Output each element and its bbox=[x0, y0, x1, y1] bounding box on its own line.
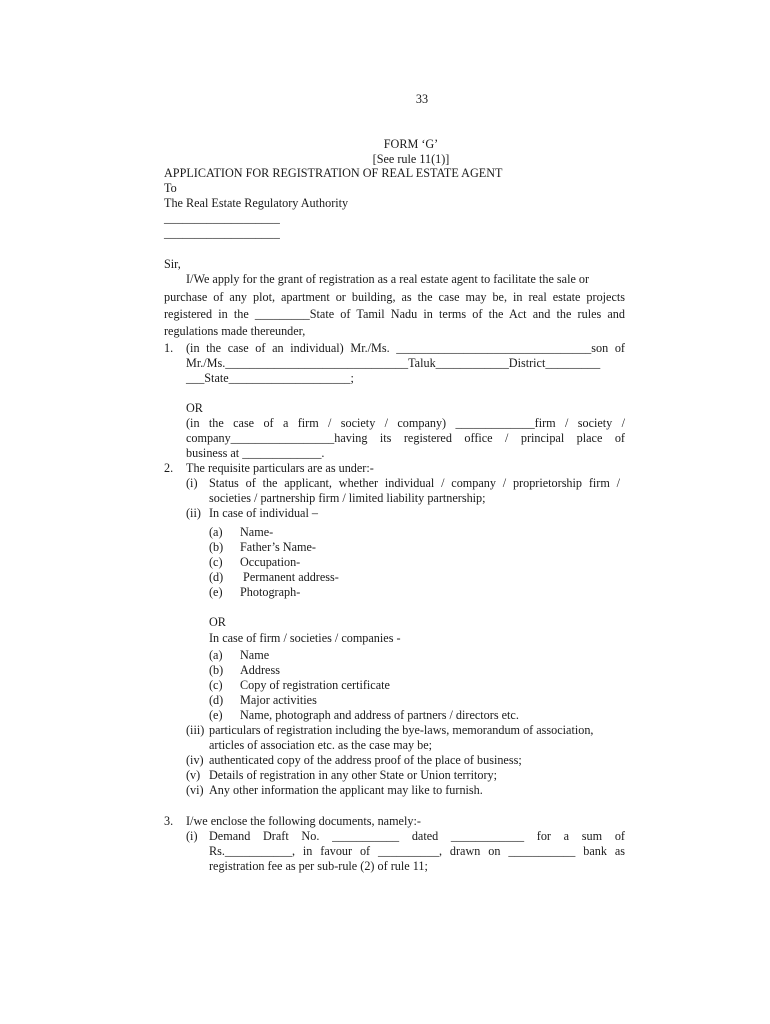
subitem-line: particulars of registration including the bye-laws, memorandum of association, bbox=[209, 723, 594, 737]
subitem-line: registration fee as per sub-rule (2) of rule 11; bbox=[209, 859, 428, 873]
list-item: Name bbox=[240, 648, 270, 662]
form-heading: APPLICATION FOR REGISTRATION OF REAL ESTATE AGENT bbox=[164, 166, 503, 180]
firm-title: In case of firm / societies / companies - bbox=[209, 631, 401, 645]
list-item: Father’s Name- bbox=[240, 540, 316, 554]
or-separator: OR bbox=[209, 615, 226, 629]
intro-line: registered in the _________State of Tamil Nadu in terms of the Act and the rules and bbox=[164, 307, 625, 321]
list-item: Permanent address- bbox=[240, 570, 339, 584]
list-item: Major activities bbox=[240, 693, 317, 707]
subitem-line: societies / partnership firm / limited liability partnership; bbox=[209, 491, 486, 505]
item1-line: (in the case of an individual) Mr./Ms. ________________________________son of bbox=[186, 341, 625, 355]
item1-line: business at _____________. bbox=[186, 446, 325, 460]
address-blank-line: ___________________ bbox=[164, 226, 280, 240]
list-label: (b) bbox=[209, 663, 224, 677]
item-number: 2. bbox=[164, 461, 174, 475]
item1-line: Mr./Ms.______________________________Taluk____________District_________ bbox=[186, 356, 601, 370]
item-number: 1. bbox=[164, 341, 174, 355]
intro-line: purchase of any plot, apartment or building, as the case may be, in real estate projects bbox=[164, 290, 625, 304]
to-label: To bbox=[164, 181, 177, 195]
subitem-line: Demand Draft No. ___________ dated ____________ for a sum of bbox=[209, 829, 625, 843]
subitem-line: In case of individual – bbox=[209, 506, 318, 520]
item-number: 3. bbox=[164, 814, 174, 828]
list-label: (a) bbox=[209, 648, 223, 662]
subitem-number: (i) bbox=[186, 476, 198, 490]
list-item: Name- bbox=[240, 525, 274, 539]
item1-line: company_________________having its registered office / principal place of bbox=[186, 431, 625, 445]
item1-line: ___State____________________; bbox=[186, 371, 354, 385]
intro-line: I/We apply for the grant of registration as a real estate agent to facilitate the sale or bbox=[186, 272, 590, 286]
list-item: Name, photograph and address of partners / directors etc. bbox=[240, 708, 519, 722]
list-label: (e) bbox=[209, 708, 223, 722]
list-item: Occupation- bbox=[240, 555, 301, 569]
page-number: 33 bbox=[415, 92, 429, 106]
subitem-number: (v) bbox=[186, 768, 201, 782]
list-label: (c) bbox=[209, 555, 223, 569]
addressee: The Real Estate Regulatory Authority bbox=[164, 196, 349, 210]
subitem-line: authenticated copy of the address proof of the place of business; bbox=[209, 753, 522, 767]
item1-line: (in the case of a firm / society / company) _____________firm / society / bbox=[186, 416, 625, 430]
subitem-number: (iv) bbox=[186, 753, 204, 767]
subitem-line: Rs.___________, in favour of __________, drawn on ___________ bank as bbox=[209, 844, 625, 858]
subitem-number: (i) bbox=[186, 829, 198, 843]
item3-title: I/we enclose the following documents, namely:- bbox=[186, 814, 421, 828]
list-label: (c) bbox=[209, 678, 223, 692]
item2-title: The requisite particulars are as under:- bbox=[186, 461, 374, 475]
list-label: (d) bbox=[209, 693, 224, 707]
intro-line: regulations made thereunder, bbox=[164, 324, 306, 338]
list-label: (b) bbox=[209, 540, 224, 554]
subitem-line: Status of the applicant, whether individual / company / proprietorship firm / bbox=[209, 476, 620, 490]
salutation: Sir, bbox=[164, 257, 181, 271]
address-blank-line: ___________________ bbox=[164, 211, 280, 225]
list-label: (a) bbox=[209, 525, 223, 539]
list-item: Photograph- bbox=[240, 585, 301, 599]
form-title: FORM ‘G’ bbox=[383, 137, 439, 151]
subitem-line: Details of registration in any other State or Union territory; bbox=[209, 768, 498, 782]
subitem-line: Any other information the applicant may like to furnish. bbox=[209, 783, 483, 797]
or-separator: OR bbox=[186, 401, 203, 415]
subitem-number: (iii) bbox=[186, 723, 205, 737]
list-label: (e) bbox=[209, 585, 223, 599]
rule-reference: [See rule 11(1)] bbox=[372, 152, 450, 166]
subitem-line: articles of association etc. as the case may be; bbox=[209, 738, 433, 752]
list-item: Copy of registration certificate bbox=[240, 678, 390, 692]
subitem-number: (vi) bbox=[186, 783, 204, 797]
list-item: Address bbox=[240, 663, 280, 677]
list-label: (d) bbox=[209, 570, 224, 584]
subitem-number: (ii) bbox=[186, 506, 201, 520]
